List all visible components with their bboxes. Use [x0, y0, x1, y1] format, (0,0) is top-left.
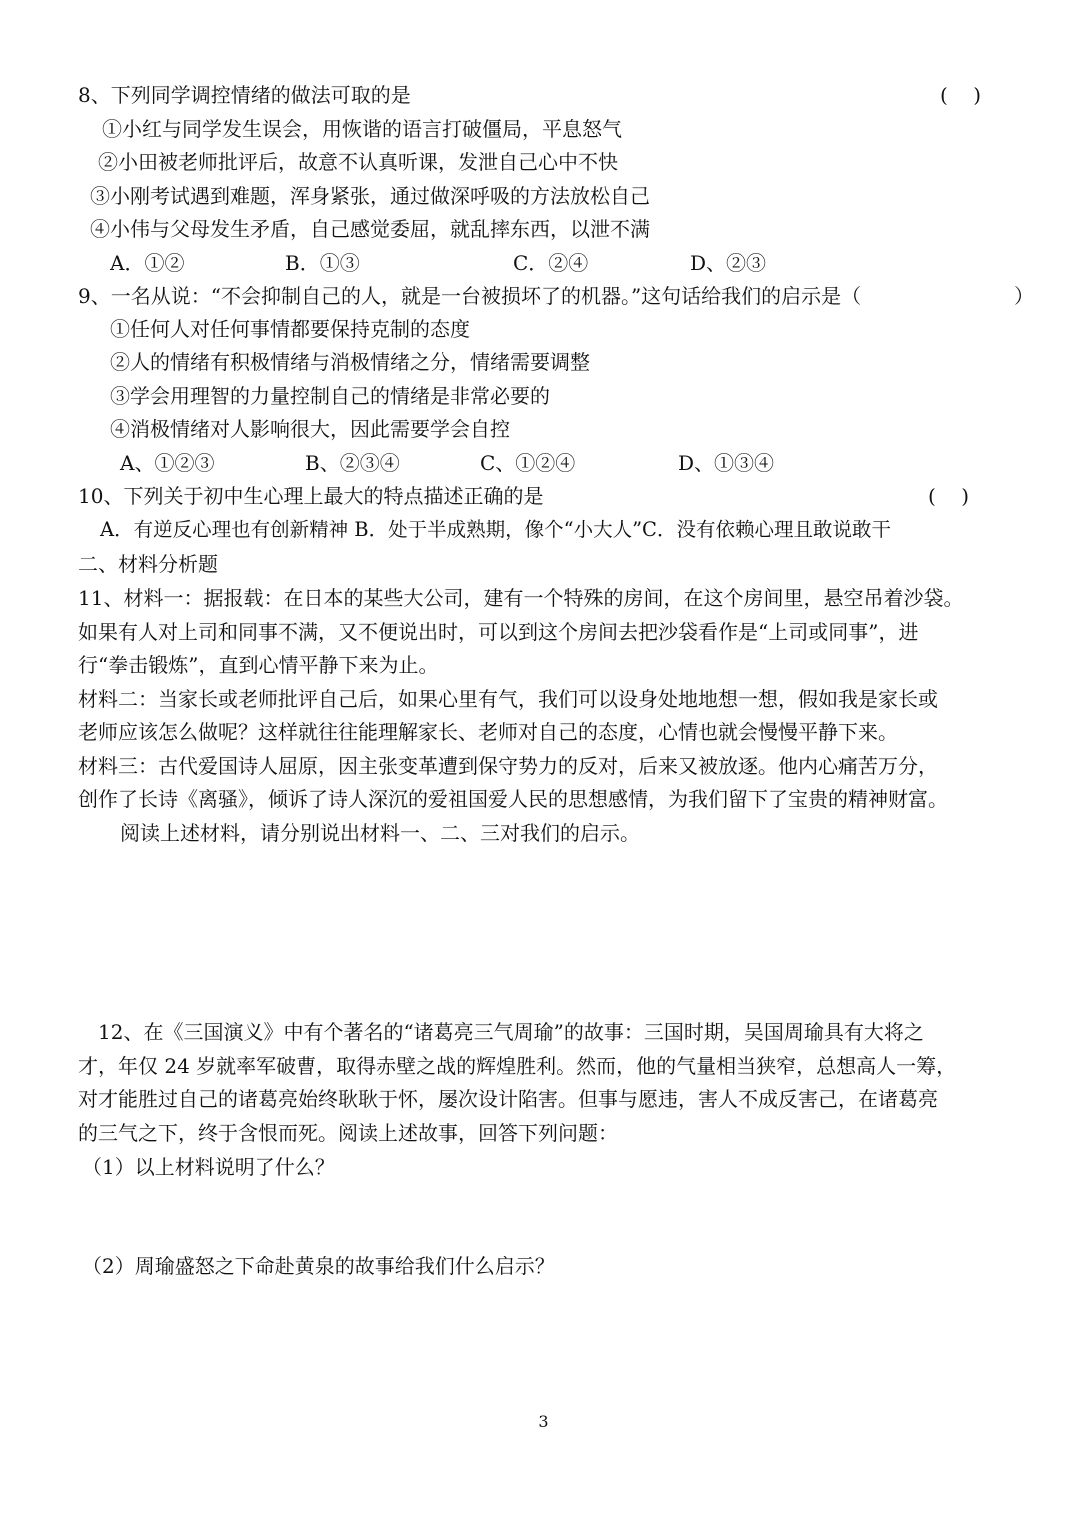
q12-subquestion-1: （1）以上材料说明了什么？	[82, 1155, 335, 1179]
q9-item-3: ③学会用理智的力量控制自己的情绪是非常必要的	[110, 384, 550, 408]
q8-option-b: B．①③	[285, 251, 360, 275]
q10-stem: 10、下列关于初中生心理上最大的特点描述正确的是	[78, 484, 544, 508]
q9-stem: 9、一名从说：“不会抑制自己的人，就是一台被损坏了的机器。”这句话给我们的启示是（	[78, 284, 862, 308]
q11-prompt: 阅读上述材料，请分别说出材料一、二、三对我们的启示。	[120, 821, 640, 845]
section-title: 二、材料分析题	[78, 552, 218, 576]
q9-item-2: ②人的情绪有积极情绪与消极情绪之分，情绪需要调整	[110, 350, 590, 374]
q8-option-c: C．②④	[513, 251, 589, 275]
page-number: 3	[538, 1412, 549, 1431]
q9-item-1: ①任何人对任何事情都要保持克制的态度	[110, 317, 470, 341]
q8-item-1: ①小红与同学发生误会，用恢谐的语言打破僵局，平息怒气	[102, 117, 622, 141]
q10-answer-paren: ( )	[928, 484, 970, 508]
q11-line-2: 如果有人对上司和同事不满，又不便说出时，可以到这个房间去把沙袋看作是“上司或同事”，进	[78, 620, 919, 644]
q8-item-3: ③小刚考试遇到难题，浑身紧张，通过做深呼吸的方法放松自己	[90, 184, 650, 208]
q12-line-2: 才，年仅 24 岁就率军破曹，取得赤壁之战的辉煌胜利。然而，他的气量相当狭窄，总想高人一筹，	[78, 1054, 957, 1078]
q9-answer-paren: ）	[1014, 284, 1034, 308]
q12-line-3: 对才能胜过自己的诸葛亮始终耿耿于怀，屡次设计陷害。但事与愿违，害人不成反害己，在诸葛亮	[78, 1087, 938, 1111]
q11-line-7: 创作了长诗《离骚》，倾诉了诗人深沉的爱祖国爱人民的思想感情，为我们留下了宝贵的精神财富。	[78, 787, 948, 811]
q11-line-5: 老师应该怎么做呢？这样就往往能理解家长、老师对自己的态度，心情也就会慢慢平静下来。	[78, 720, 898, 744]
q8-option-a: A．①②	[110, 251, 185, 275]
q9-option-a: A、①②③	[120, 451, 215, 475]
q8-item-4: ④小伟与父母发生矛盾，自己感觉委屈，就乱摔东西，以泄不满	[90, 217, 650, 241]
q12-line-4: 的三气之下，终于含恨而死。阅读上述故事，回答下列问题：	[78, 1121, 618, 1145]
q12-line-1: 12、在《三国演义》中有个著名的“诸葛亮三气周瑜”的故事：三国时期，吴国周瑜具有大将之	[98, 1020, 924, 1044]
q10-options: A．有逆反心理也有创新精神 B．处于半成熟期，像个“小大人”C．没有依赖心理且敢说敢干	[100, 518, 891, 541]
q11-line-6: 材料三：古代爱国诗人屈原，因主张变革遭到保守势力的反对，后来又被放逐。他内心痛苦万分，	[78, 754, 938, 778]
q9-option-c: C、①②④	[480, 451, 576, 475]
q9-option-d: D、①③④	[678, 451, 775, 475]
q9-option-b: B、②③④	[305, 451, 400, 475]
q8-item-2: ②小田被老师批评后，故意不认真听课，发泄自己心中不快	[98, 150, 618, 174]
q8-option-d: D、②③	[690, 251, 767, 275]
q9-item-4: ④消极情绪对人影响很大，因此需要学会自控	[110, 417, 510, 441]
q8-answer-paren: ( )	[940, 83, 982, 107]
q11-line-3: 行“拳击锻炼”，直到心情平静下来为止。	[78, 653, 439, 677]
q12-subquestion-2: （2）周瑜盛怒之下命赴黄泉的故事给我们什么启示？	[82, 1254, 555, 1278]
q11-line-1: 11、材料一：据报载：在日本的某些大公司，建有一个特殊的房间，在这个房间里，悬空吊着沙袋。	[78, 586, 964, 610]
q11-line-4: 材料二：当家长或老师批评自己后，如果心里有气，我们可以设身处地地想一想，假如我是家长或	[78, 687, 938, 711]
q8-stem: 8、下列同学调控情绪的做法可取的是	[78, 83, 411, 107]
